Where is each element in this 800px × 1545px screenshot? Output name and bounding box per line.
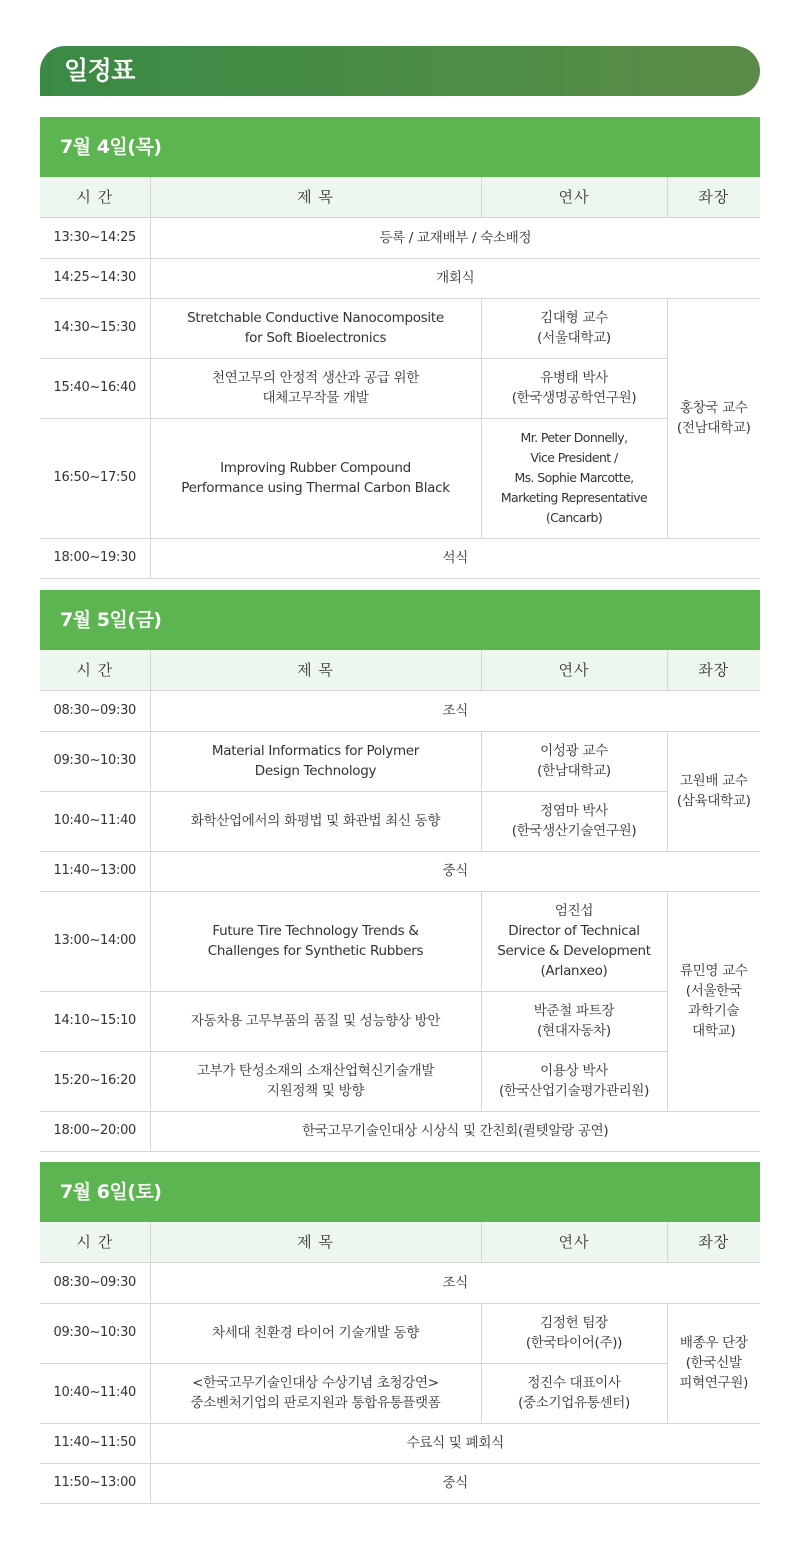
- table-row: [40, 418, 760, 538]
- event-cell: 조식: [150, 1262, 760, 1303]
- time-cell: 08:30~09:30: [40, 690, 150, 731]
- day-header: 7월 4일(목): [40, 117, 760, 177]
- event-cell: 한국고무기술인대상 시상식 및 간친회(퀼텟알랑 공연): [150, 1111, 760, 1151]
- title-cell: Improving Rubber Compound Performance using Thermal Carbon Black: [150, 418, 481, 538]
- table-row: [40, 538, 760, 578]
- table-row: [40, 791, 760, 851]
- table-row: [40, 690, 760, 731]
- chair-cell: 류민영 교수 (서울한국 과학기술 대학교): [667, 891, 760, 1111]
- time-cell: 09:30~10:30: [40, 1303, 150, 1363]
- table-row: [40, 1111, 760, 1151]
- table-row: [40, 1423, 760, 1463]
- event-cell: 수료식 및 폐회식: [150, 1423, 760, 1463]
- title-cell: Stretchable Conductive Nanocomposite for Soft Bioelectronics: [150, 298, 481, 358]
- time-cell: 11:40~13:00: [40, 851, 150, 891]
- table-row: [40, 358, 760, 418]
- title-cell: Material Informatics for Polymer Design Technology: [150, 731, 481, 791]
- speaker-cell: 정염마 박사 (한국생산기술연구원): [481, 791, 667, 851]
- table-row: [40, 1051, 760, 1111]
- chair-cell: 고원배 교수 (삼육대학교): [667, 731, 760, 851]
- time-cell: 09:30~10:30: [40, 731, 150, 791]
- time-cell: 11:50~13:00: [40, 1463, 150, 1503]
- header-title: 제 목: [150, 177, 481, 217]
- header-chair: 좌장: [667, 1222, 760, 1262]
- chair-cell: 홍창국 교수 (전남대학교): [667, 298, 760, 538]
- header-speaker: 연사: [481, 650, 667, 690]
- time-cell: 13:30~14:25: [40, 217, 150, 258]
- header-chair: 좌장: [667, 177, 760, 217]
- speaker-cell: 이성광 교수 (한남대학교): [481, 731, 667, 791]
- table-row: [40, 217, 760, 258]
- event-cell: 등록 / 교재배부 / 숙소배정: [150, 217, 760, 258]
- table-row: [40, 731, 760, 791]
- header-chair: 좌장: [667, 650, 760, 690]
- time-cell: 14:25~14:30: [40, 258, 150, 298]
- speaker-cell: 정진수 대표이사 (중소기업유통센터): [481, 1363, 667, 1423]
- time-cell: 08:30~09:30: [40, 1262, 150, 1303]
- day-header: 7월 5일(금): [40, 590, 760, 650]
- day-header: 7월 6일(토): [40, 1162, 760, 1222]
- title-cell: 차세대 친환경 타이어 기술개발 동향: [150, 1303, 481, 1363]
- table-row: [40, 891, 760, 991]
- header-title: 제 목: [150, 1222, 481, 1262]
- schedule-table: [40, 650, 760, 1152]
- time-cell: 14:30~15:30: [40, 298, 150, 358]
- time-cell: 11:40~11:50: [40, 1423, 150, 1463]
- time-cell: 18:00~20:00: [40, 1111, 150, 1151]
- table-row: [40, 1262, 760, 1303]
- day-section: [40, 590, 760, 1152]
- schedule-table: [40, 177, 760, 579]
- time-cell: 14:10~15:10: [40, 991, 150, 1051]
- time-cell: 15:20~16:20: [40, 1051, 150, 1111]
- event-cell: 조식: [150, 690, 760, 731]
- title-cell: 자동차용 고무부품의 품질 및 성능향상 방안: [150, 991, 481, 1051]
- table-row: [40, 851, 760, 891]
- time-cell: 10:40~11:40: [40, 1363, 150, 1423]
- speaker-cell: 김대형 교수 (서울대학교): [481, 298, 667, 358]
- title-cell: 고부가 탄성소재의 소재산업혁신기술개발 지원정책 및 방향: [150, 1051, 481, 1111]
- event-cell: 중식: [150, 851, 760, 891]
- event-cell: 개회식: [150, 258, 760, 298]
- table-row: [40, 1303, 760, 1363]
- header-time: 시 간: [40, 650, 150, 690]
- speaker-cell: 엄진섭 Director of Technical Service & Development (Arlanxeo): [481, 891, 667, 991]
- speaker-cell: Mr. Peter Donnelly, Vice President / Ms. Sophie Marcotte, Marketing Representative (Cancarb): [481, 418, 667, 538]
- time-cell: 16:50~17:50: [40, 418, 150, 538]
- time-cell: 13:00~14:00: [40, 891, 150, 991]
- day-section: [40, 117, 760, 579]
- speaker-cell: 김정헌 팀장 (한국타이어(주)): [481, 1303, 667, 1363]
- speaker-cell: 유병태 박사 (한국생명공학연구원): [481, 358, 667, 418]
- header-time: 시 간: [40, 177, 150, 217]
- title-cell: Future Tire Technology Trends & Challenges for Synthetic Rubbers: [150, 891, 481, 991]
- schedule-table: [40, 1222, 760, 1504]
- time-cell: 10:40~11:40: [40, 791, 150, 851]
- chair-cell: 배종우 단장 (한국신발 피혁연구원): [667, 1303, 760, 1423]
- title-cell: 화학산업에서의 화평법 및 화관법 최신 동향: [150, 791, 481, 851]
- header-time: 시 간: [40, 1222, 150, 1262]
- header-title: 제 목: [150, 650, 481, 690]
- event-cell: 중식: [150, 1463, 760, 1503]
- table-row: [40, 258, 760, 298]
- event-cell: 석식: [150, 538, 760, 578]
- table-row: [40, 1363, 760, 1423]
- time-cell: 15:40~16:40: [40, 358, 150, 418]
- day-section: [40, 1162, 760, 1504]
- header-speaker: 연사: [481, 177, 667, 217]
- speaker-cell: 이용상 박사 (한국산업기술평가관리원): [481, 1051, 667, 1111]
- header-speaker: 연사: [481, 1222, 667, 1262]
- title-cell: <한국고무기술인대상 수상기념 초청강연> 중소벤처기업의 판로지원과 통합유통플랫폼: [150, 1363, 481, 1423]
- page-title: 일정표: [40, 46, 760, 96]
- table-row: [40, 991, 760, 1051]
- speaker-cell: 박준철 파트장 (현대자동차): [481, 991, 667, 1051]
- title-cell: 천연고무의 안정적 생산과 공급 위한 대체고무작물 개발: [150, 358, 481, 418]
- table-row: [40, 1463, 760, 1503]
- table-row: [40, 298, 760, 358]
- time-cell: 18:00~19:30: [40, 538, 150, 578]
